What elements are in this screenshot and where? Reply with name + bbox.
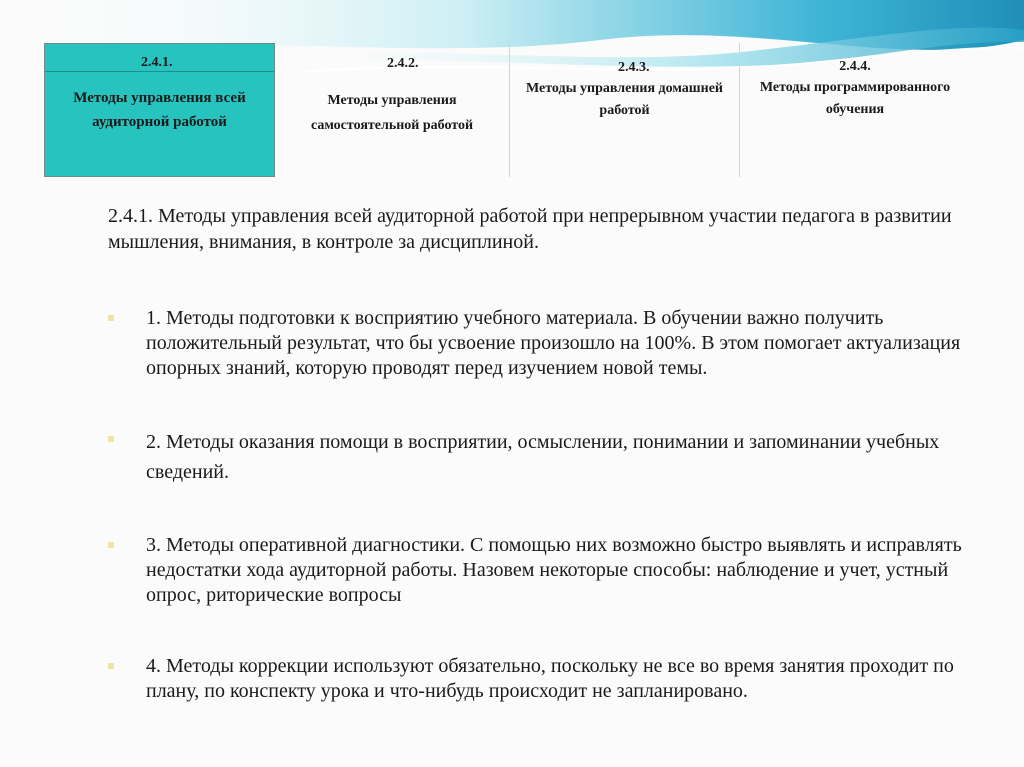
header-cell-2-4-3 (510, 43, 740, 177)
header-cell-number: 2.4.1. (45, 44, 274, 72)
intro-number: 2.4.1. (108, 205, 153, 227)
bullet-item-3 (108, 533, 978, 608)
slide-content (108, 203, 978, 704)
bullet-marker-icon (108, 542, 114, 548)
bullet-item-2 (108, 427, 978, 487)
intro-paragraph (108, 203, 978, 255)
bullet-text: 3. Методы оперативной диагностики. С помощью них возможно быстро выявлять и исправлять недостатки хода аудиторной работы. Назовем некоторые способы: наблюдение и учет, устный опрос, риторические вопросы (146, 534, 962, 606)
bullet-marker-icon (108, 663, 114, 669)
header-cell-title: Методы управления самостоятельной работой (310, 93, 474, 133)
header-cell-number: 2.4.4. (839, 59, 871, 74)
intro-text: Методы управления всей аудиторной работой при непрерывном участии педагога в развитии мышления, внимания, в контроле за дисциплиной. (108, 205, 952, 253)
bullet-item-4 (108, 654, 978, 704)
header-cell-number: 2.4.3. (618, 60, 650, 75)
methods-header-table (44, 43, 970, 177)
header-cell-title: Методы управления домашней работой (526, 81, 723, 118)
header-cell-number: 2.4.2. (387, 56, 419, 71)
header-cell-title: Методы программированного обучения (759, 80, 951, 117)
bullet-marker-icon (108, 315, 114, 321)
header-cell-2-4-2 (275, 43, 510, 177)
bullet-item-1 (108, 306, 978, 381)
bullet-text: 2. Методы оказания помощи в восприятии, осмыслении, понимании и запоминании учебных сведений. (146, 431, 940, 483)
bullet-marker-icon (108, 436, 114, 442)
bullet-text: 1. Методы подготовки к восприятию учебного материала. В обучении важно получить положительный результат, что бы усвоение произошло на 100%. В этом помогает актуализация опорных знаний, которую проводят перед изучением новой темы. (146, 307, 961, 379)
header-cell-2-4-1 (44, 43, 275, 177)
bullet-text: 4. Методы коррекции используют обязательно, поскольку не все во время занятия проходит по плану, по конспекту урока и что-нибудь происходит не запланировано. (146, 655, 954, 702)
header-cell-2-4-4 (740, 43, 970, 177)
header-cell-title: Методы управления всей аудиторной работой (73, 90, 246, 130)
